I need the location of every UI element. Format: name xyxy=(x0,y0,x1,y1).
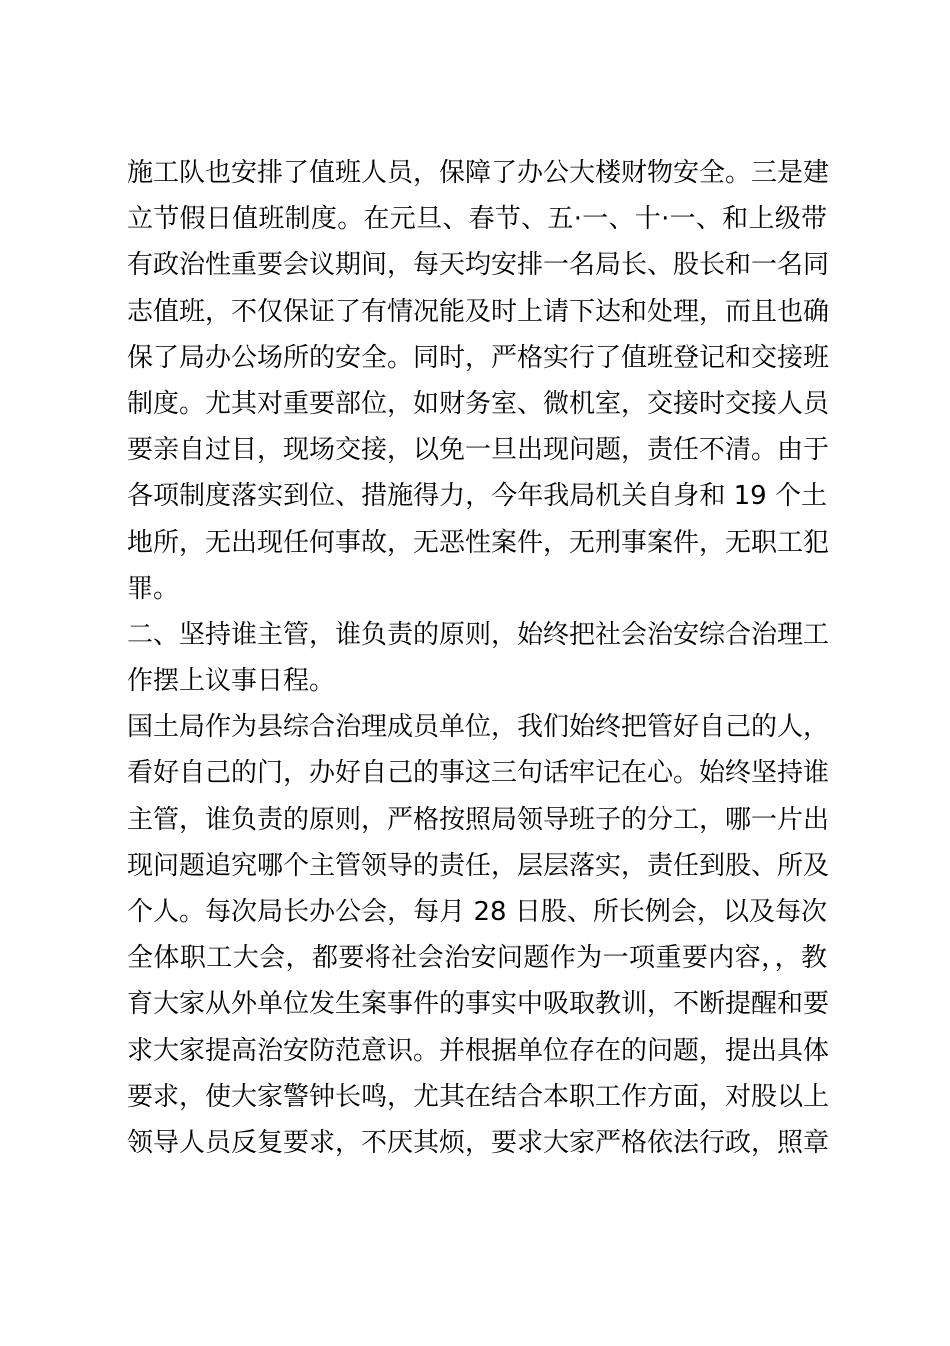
text-line: 现问题追究哪个主管领导的责任，层层落实，责任到股、所及 xyxy=(127,850,830,881)
section-heading: 二、坚持谁主管，谁负责的原则，始终把社会治安综合治理工 xyxy=(127,619,830,650)
text-line: 领导人员反复要求，不厌其烦，要求大家严格依法行政，照章 xyxy=(127,1127,830,1158)
text-line: 看好自己的门，办好自己的事这三句话牢记在心。始终坚持谁 xyxy=(127,758,830,789)
text-line: 施工队也安排了值班人员，保障了办公大楼财物安全。三是建 xyxy=(127,158,830,188)
text-line: 制度。尤其对重要部位，如财务室、微机室，交接时交接人员 xyxy=(127,388,830,419)
text-line: 主管，谁负责的原则，严格按照局领导班子的分工，哪一片出 xyxy=(127,804,830,835)
text-line: 罪。 xyxy=(127,573,180,604)
text-line: 求大家提高治安防范意识。并根据单位存在的问题，提出具体 xyxy=(127,1035,830,1066)
body-text xyxy=(127,150,830,1166)
text-line: 育大家从外单位发生案事件的事实中吸取教训，不断提醒和要 xyxy=(127,989,830,1020)
section-heading: 作摆上议事日程。 xyxy=(127,666,336,697)
text-line: 个人。每次局长办公会，每月 28 日股、所长例会，以及每次 xyxy=(127,897,827,927)
text-line: 各项制度落实到位、措施得力，今年我局机关自身和 19 个土 xyxy=(127,481,827,512)
text-line: 有政治性重要会议期间，每天均安排一名局长、股长和一名同 xyxy=(127,250,830,281)
text-line: 立节假日值班制度。在元旦、春节、五·一、十·一、和上级带 xyxy=(127,204,827,235)
text-line: 要亲自过目，现场交接，以免一旦出现问题，责任不清。由于 xyxy=(127,435,830,466)
text-line: 保了局办公场所的安全。同时，严格实行了值班登记和交接班 xyxy=(127,342,830,373)
text-line: 要求，使大家警钟长鸣，尤其在结合本职工作方面，对股以上 xyxy=(127,1081,830,1112)
text-line: 全体职工大会，都要将社会治安问题作为一项重要内容，，教 xyxy=(127,943,827,974)
text-line: 地所，无出现任何事故，无恶性案件，无刑事案件，无职工犯 xyxy=(127,527,830,558)
text-line: 志值班，不仅保证了有情况能及时上请下达和处理，而且也确 xyxy=(127,296,830,327)
text-line: 国土局作为县综合治理成员单位，我们始终把管好自己的人， xyxy=(127,712,830,743)
